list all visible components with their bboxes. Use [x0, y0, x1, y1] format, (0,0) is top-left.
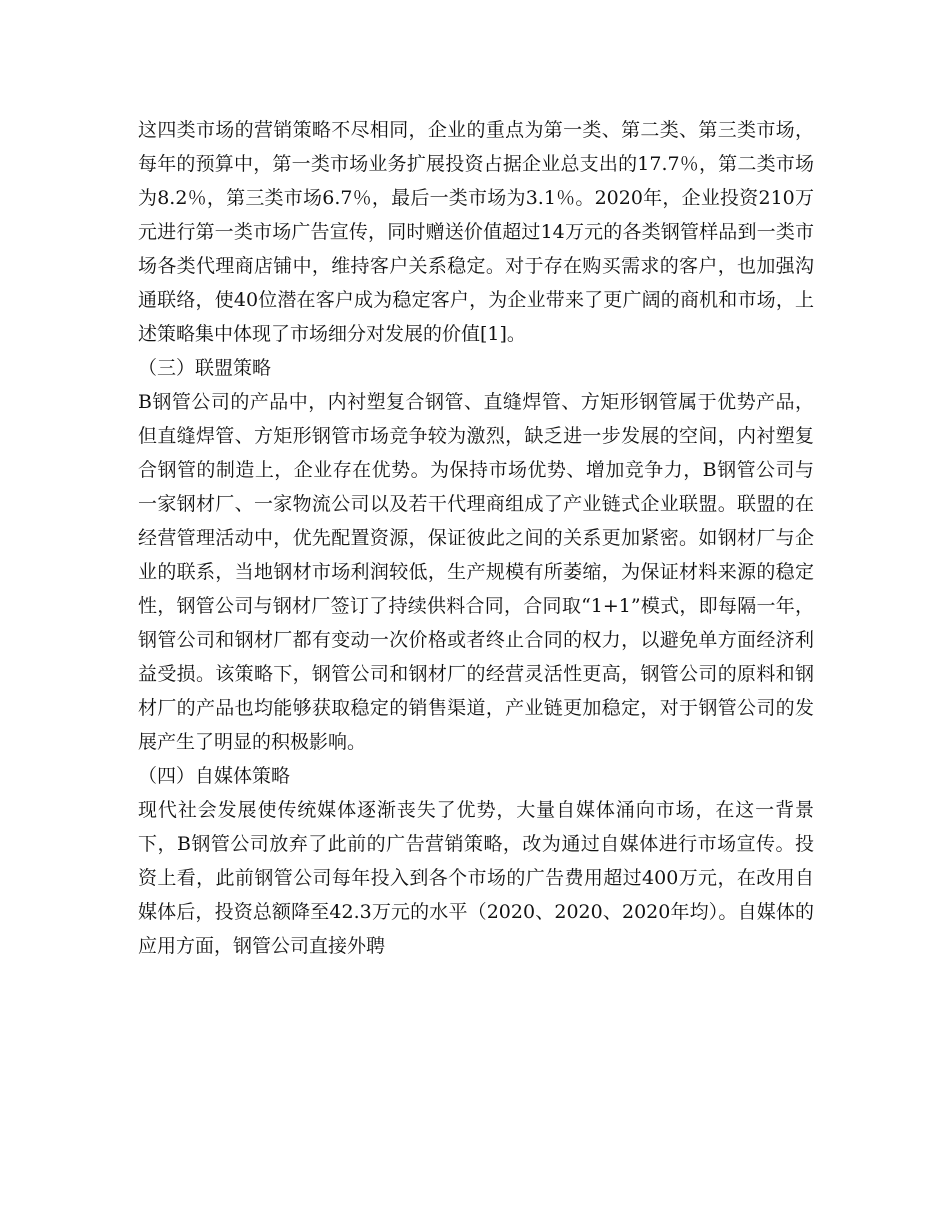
section-heading-alliance-strategy: （三）联盟策略 — [138, 357, 272, 379]
document-body — [138, 113, 814, 963]
section-heading-self-media-strategy: （四）自媒体策略 — [138, 765, 291, 787]
paragraph-alliance-strategy: B钢管公司的产品中，内衬塑复合钢管、直缝焊管、方矩形钢管属于优势产品，但直缝焊管、方矩形钢管市场竞争较为激烈，缺乏进一步发展的空间，内衬塑复合钢管的制造上，企业存在优势。为保持市场优势、增加竞争力，B钢管公司与一家钢材厂、一家物流公司以及若干代理商组成了产业链式企业联盟。联盟的在经营管理活动中，优先配置资源，保证彼此之间的关系更加紧密。如钢材厂与企业的联系，当地钢材市场利润较低，生产规模有所萎缩，为保证材料来源的稳定性，钢管公司与钢材厂签订了持续供料合同，合同取“1+1”模式，即每隔一年，钢管公司和钢材厂都有变动一次价格或者终止合同的权力，以避免单方面经济利益受损。该策略下，钢管公司和钢材厂的经营灵活性更高，钢管公司的原料和钢材厂的产品也均能够获取稳定的销售渠道，产业链更加稳定，对于钢管公司的发展产生了明显的积极影响。 — [138, 391, 814, 753]
paragraph-market-strategy: 这四类市场的营销策略不尽相同，企业的重点为第一类、第二类、第三类市场，每年的预算中，第一类市场业务扩展投资占据企业总支出的17.7％，第二类市场为8.2％，第三类市场6.7％，最后一类市场为3.1％。2020年，企业投资210万元进行第一类市场广告宣传，同时赠送价值超过14万元的各类钢管样品到一类市场各类代理商店铺中，维持客户关系稳定。对于存在购买需求的客户，也加强沟通联络，使40位潜在客户成为稳定客户，为企业带来了更广阔的商机和市场，上述策略集中体现了市场细分对发展的价值[1]。 — [138, 119, 814, 345]
paragraph-self-media-strategy: 现代社会发展使传统媒体逐渐丧失了优势，大量自媒体涌向市场，在这一背景下，B钢管公司放弃了此前的广告营销策略，改为通过自媒体进行市场宣传。投资上看，此前钢管公司每年投入到各个市场的广告费用超过400万元，在改用自媒体后，投资总额降至42.3万元的水平（2020、2020、2020年均）。自媒体的应用方面，钢管公司直接外聘 — [138, 799, 814, 957]
